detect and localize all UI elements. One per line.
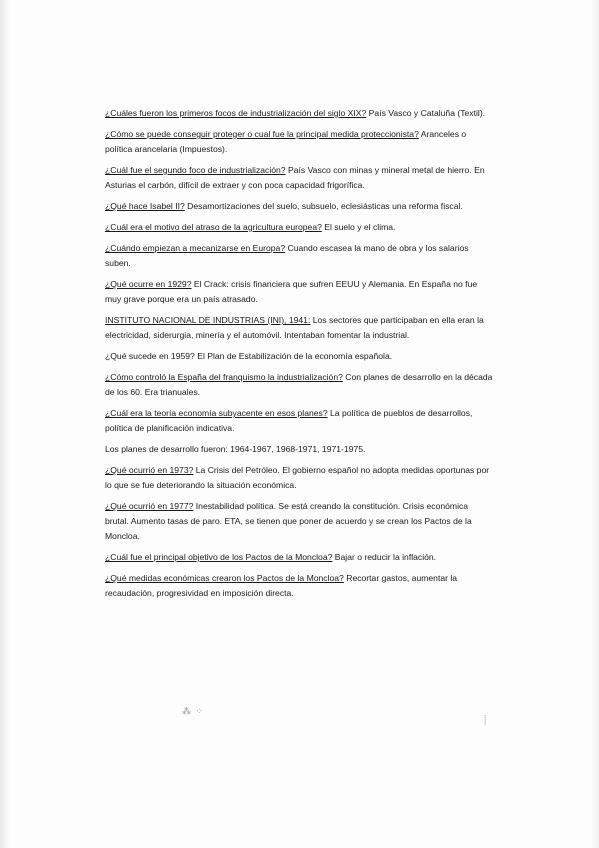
- answer: La Crisis del Petróleo. El gobierno español no adopta medidas oportunas por lo que se fue deteriorando la situación económica.: [105, 465, 490, 490]
- qa-item: [105, 442, 493, 457]
- qa-item: [105, 220, 493, 235]
- answer: País Vasco con minas y mineral metal de hierro. En Asturias el carbón, difícil de extraer y con poca capacidad frigorífica.: [105, 165, 485, 190]
- qa-item: [105, 199, 493, 214]
- answer: Cuando escasea la mano de obra y los salarios suben.: [105, 243, 469, 268]
- question: ¿Cuáles fueron los primeros focos de industrialización del siglo XIX?: [105, 108, 367, 118]
- qa-item: [105, 277, 493, 307]
- answer: El suelo y el clima.: [321, 222, 396, 232]
- answer: Los planes de desarrollo fueron: 1964-1967, 1968-1971, 1971-1975.: [105, 444, 366, 454]
- qa-item: [105, 313, 493, 343]
- qa-item: [105, 550, 493, 565]
- qa-item: [105, 349, 493, 364]
- qa-item: [105, 571, 493, 601]
- question: ¿Cómo se puede conseguir proteger o cual fue la principal medida proteccionista?: [105, 129, 419, 139]
- answer: Inestabilidad política. Se está creando la constitución. Crisis económica brutal. Aumento tasas de paro. ETA, se tienen que poner de acuerdo y se crean los Pactos de la Moncloa.: [105, 501, 472, 541]
- answer: Los sectores que participaban en ella eran la electricidad, siderurgia, minería y el automóvil. Intentaban fomentar la industrial.: [105, 315, 484, 340]
- qa-item: [105, 463, 493, 493]
- answer: Aranceles o política arancelaria (Impuestos).: [105, 129, 467, 154]
- question: ¿Cuál fue el segundo foco de industrialización?: [105, 165, 286, 175]
- question: ¿Cómo controló la España del franquismo la industrialización?: [105, 372, 343, 382]
- qa-item: [105, 241, 493, 271]
- question: INSTITUTO NACIONAL DE INDUSTRIAS (INI), 1941:: [105, 315, 311, 325]
- answer: El Crack: crisis financiera que sufren EEUU y Alemania. En España no fue muy grave porque era un país atrasado.: [105, 279, 478, 304]
- qa-item: [105, 370, 493, 400]
- qa-item: [105, 163, 493, 193]
- answer: Desamortizaciones del suelo, subsuelo, eclesiásticas una reforma fiscal.: [184, 201, 463, 211]
- question: ¿Qué ocurrió en 1977?: [105, 501, 194, 511]
- scan-left-edge: [0, 0, 10, 848]
- scan-right-edge: [591, 0, 599, 848]
- question: ¿Cuál era la teoría economía subyacente en esos planes?: [105, 408, 328, 418]
- question: ¿Qué ocurrió en 1973?: [105, 465, 194, 475]
- question: ¿Qué hace Isabel II?: [105, 201, 185, 211]
- document-body: [105, 106, 493, 607]
- question: ¿Cuál fue el principal objetivo de los Pactos de la Moncloa?: [105, 552, 333, 562]
- scan-artifact: ⁂ ⁘: [182, 706, 205, 716]
- qa-item: [105, 106, 493, 121]
- question: ¿Cuál era el motivo del atraso de la agricultura europea?: [105, 222, 322, 232]
- answer: Con planes de desarrollo en la década de los 60. Era trianuales.: [105, 372, 493, 397]
- qa-item: [105, 499, 493, 544]
- question: ¿Qué medidas económicas crearon los Pactos de la Moncloa?: [105, 573, 344, 583]
- qa-item: [105, 127, 493, 157]
- question: ¿Qué ocurre en 1929?: [105, 279, 192, 289]
- scan-artifact: ⸽: [484, 715, 487, 725]
- question: ¿Cuándo empiezan a mecanizarse en Europa?: [105, 243, 286, 253]
- answer: Bajar o reducir la inflación.: [332, 552, 437, 562]
- answer: La política de pueblos de desarrollos, política de planificación indicativa.: [105, 408, 473, 433]
- answer: ¿Qué sucede en 1959? El Plan de Estabilización de la economía española.: [105, 351, 393, 361]
- answer: País Vasco y Cataluña (Textil).: [366, 108, 486, 118]
- answer: Recortar gastos, aumentar la recaudación, progresividad en imposición directa.: [105, 573, 458, 598]
- qa-item: [105, 406, 493, 436]
